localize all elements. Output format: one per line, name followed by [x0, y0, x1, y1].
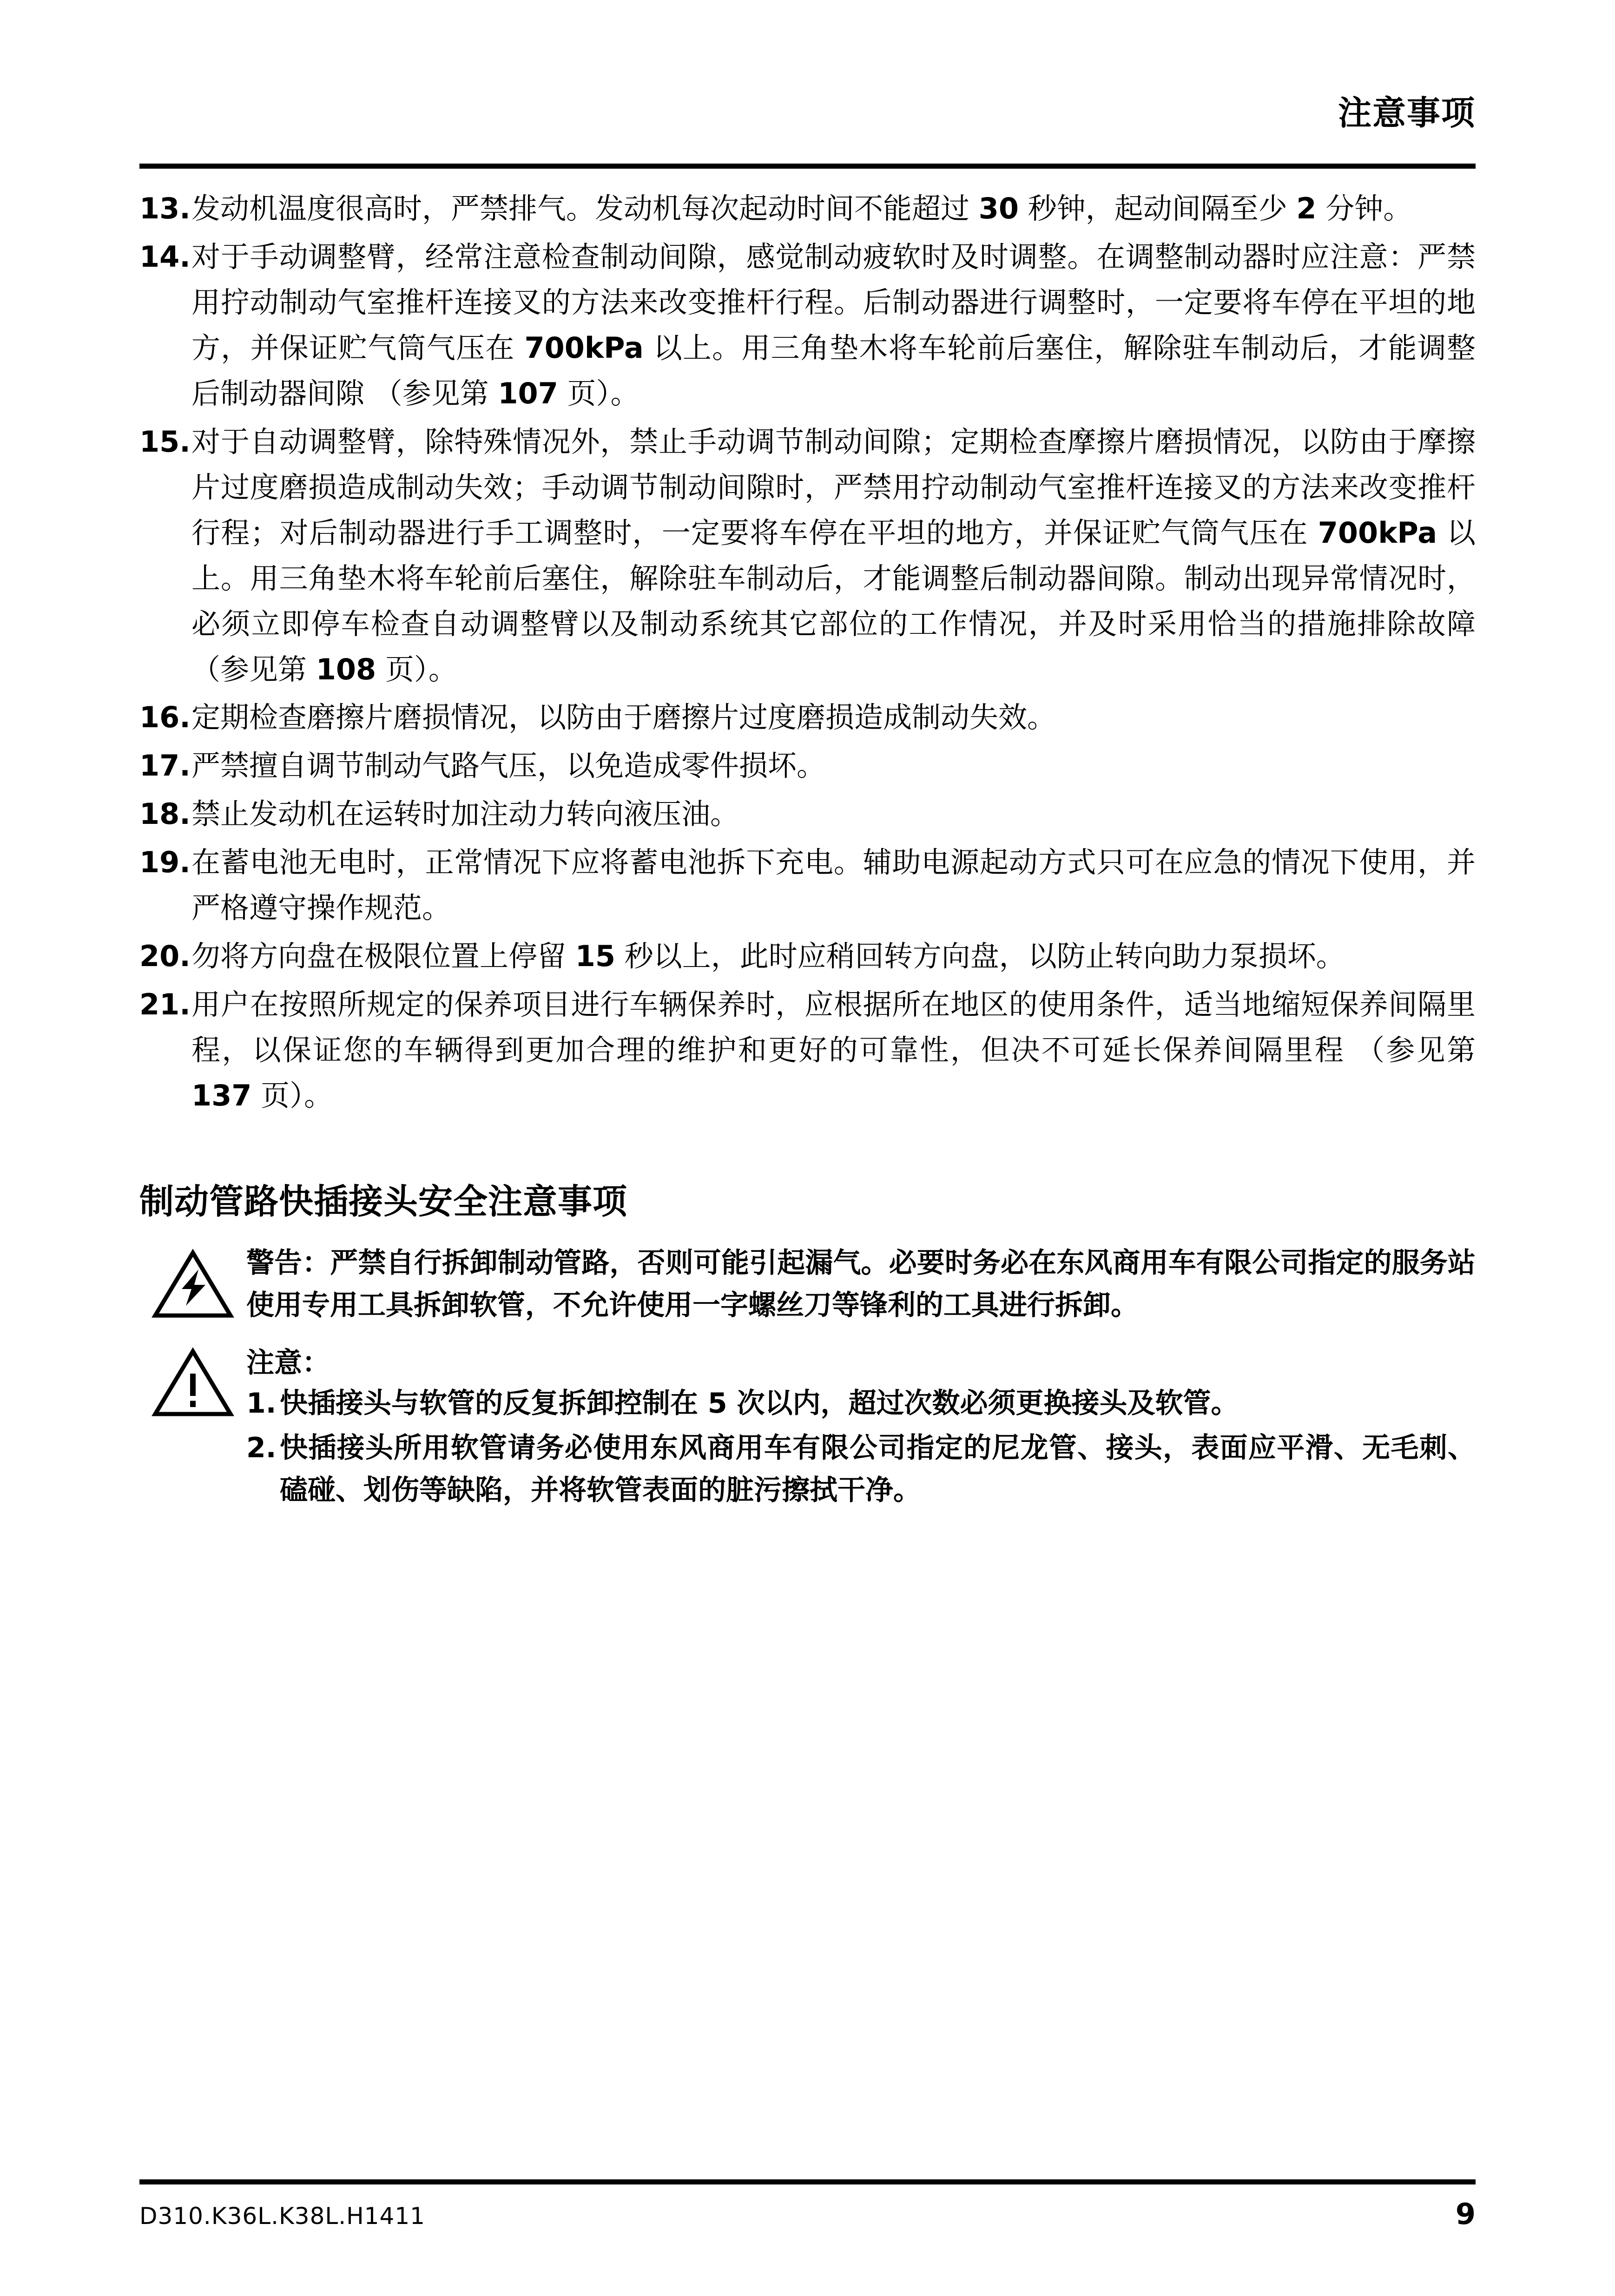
note-number: 16.: [139, 700, 191, 735]
text-run: 对于手动调整臂，经常注意检查制动间隙，感觉制动疲软时及时调整。在调整制动器时应注意：严禁用拧动制动气室推杆连接叉的方法来改变推杆行程。后制动器进行调整时，一定要将车停在平坦的地方，并保证贮气筒气压在: [191, 239, 1476, 365]
page-content: [139, 186, 1476, 1518]
note-number: 14.: [139, 239, 191, 274]
text-run: 700kPa: [1318, 515, 1437, 550]
text-run: 用户在按照所规定的保养项目进行车辆保养时，应根据所在地区的使用条件，适当地缩短保养间隔里程，以保证您的车辆得到更加合理的维护和更好的可靠性，但决不可延长保养间隔里程 （参见第: [191, 987, 1476, 1067]
caution-number: 1.: [246, 1387, 277, 1420]
notes-list: [139, 186, 1476, 1118]
caution-item: [246, 1427, 1476, 1512]
caution-text: [280, 1432, 1476, 1507]
text-run: 定期检查磨擦片磨损情况，以防由于磨擦片过度磨损造成制动失效。: [191, 700, 1056, 735]
caution-title: 注意：: [246, 1347, 330, 1380]
page-number: 9: [1455, 2197, 1476, 2231]
text-run: 秒以上，此时应稍回转方向盘，以防止转向助力泵损坏。: [615, 939, 1345, 974]
text-run: 108: [316, 652, 376, 686]
note-number: 13.: [139, 191, 191, 225]
note-number: 18.: [139, 797, 191, 831]
note-item: [139, 840, 1476, 931]
note-number: 15.: [139, 424, 191, 459]
page-header: [139, 93, 1476, 133]
note-text: [191, 987, 1476, 1112]
note-item: [139, 982, 1476, 1118]
warning-text: 警告：严禁自行拆卸制动管路，否则可能引起漏气。必要时务必在东风商用车有限公司指定的服务站使用专用工具拆卸软管，不允许使用一字螺丝刀等锋利的工具进行拆卸。: [246, 1247, 1476, 1322]
text-run: 对于自动调整臂，除特殊情况外，禁止手动调节制动间隙；定期检查摩擦片磨损情况，以防由于摩擦片过度磨损造成制动失效；手动调节制动间隙时，严禁用拧动制动气室推杆连接叉的方法来改变推杆行程；对后制动器进行手工调整时，一定要将车停在平坦的地方，并保证贮气筒气压在: [191, 424, 1476, 550]
note-text: [191, 425, 1476, 686]
text-run: 137: [191, 1079, 252, 1113]
caution-text: [280, 1387, 1239, 1420]
text-run: 107: [498, 376, 558, 410]
text-run: 2: [1296, 191, 1317, 225]
caution-item: [246, 1382, 1476, 1425]
note-text: [191, 191, 1412, 225]
header-divider: [139, 164, 1476, 169]
text-run: 禁止发动机在运转时加注动力转向液压油。: [191, 797, 739, 831]
note-item: [139, 695, 1476, 740]
note-item: [139, 791, 1476, 837]
note-number: 21.: [139, 987, 191, 1022]
document-code: D310.K36L.K38L.H1411: [139, 2203, 425, 2230]
note-text: [191, 797, 739, 831]
note-item: [139, 419, 1476, 692]
text-run: 15: [575, 939, 615, 974]
note-text: [191, 939, 1345, 973]
header-title: 注意事项: [1338, 93, 1476, 132]
text-run: 勿将方向盘在极限位置上停留: [191, 939, 575, 974]
section-heading: 制动管路快插接头安全注意事项: [139, 1182, 627, 1222]
note-number: 20.: [139, 939, 191, 974]
note-text: [191, 700, 1056, 734]
text-run: 5: [707, 1387, 727, 1420]
note-number: 19.: [139, 845, 191, 880]
text-run: 页）。: [558, 376, 639, 410]
footer-divider: [139, 2179, 1476, 2184]
note-text: [191, 845, 1476, 925]
caution-exclamation-icon: [139, 1341, 246, 1417]
text-run: 次以内，超过次数必须更换接头及软管。: [727, 1387, 1239, 1420]
text-run: 页）。: [251, 1079, 333, 1113]
text-run: 700kPa: [524, 330, 644, 365]
text-run: 快插接头所用软管请务必使用东风商用车有限公司指定的尼龙管、接头，表面应平滑、无毛刺、磕碰、划伤等缺陷，并将软管表面的脏污擦拭干净。: [280, 1431, 1476, 1507]
caution-list: [246, 1382, 1476, 1512]
note-text: [191, 240, 1476, 410]
caution-number: 2.: [246, 1431, 277, 1464]
text-run: 30: [978, 191, 1019, 225]
text-run: 在蓄电池无电时，正常情况下应将蓄电池拆下充电。辅助电源起动方式只可在应急的情况下使用，并严格遵守操作规范。: [191, 845, 1476, 925]
note-item: [139, 743, 1476, 789]
text-run: 严禁擅自调节制动气路气压，以免造成零件损坏。: [191, 749, 826, 783]
text-run: 以上。用三角垫木将车轮前后塞住，解除驻车制动后，才能调整后制动器间隙。制动出现异常情况时，必须立即停车检查自动调整臂以及制动系统其它部位的工作情况，并及时采用恰当的措施排除故障 （参见第: [191, 515, 1476, 686]
text-run: 秒钟，起动间隔至少: [1019, 191, 1297, 225]
text-run: 页）。: [376, 652, 457, 686]
note-number: 17.: [139, 749, 191, 783]
note-item: [139, 234, 1476, 416]
text-run: 发动机温度很高时，严禁排气。发动机每次起动时间不能超过: [191, 191, 979, 225]
text-run: 以上。用三角垫木将车轮前后塞住，解除驻车制动后，才能调整后制动器间隙 （参见第: [191, 330, 1476, 410]
warning-lightning-icon: [139, 1242, 246, 1318]
text-run: 快插接头与软管的反复拆卸控制在: [280, 1387, 708, 1420]
caution-block: [139, 1341, 1476, 1513]
note-item: [139, 934, 1476, 979]
note-item: [139, 186, 1476, 231]
text-run: 分钟。: [1316, 191, 1412, 225]
warning-block: [139, 1242, 1476, 1327]
note-text: [191, 749, 825, 783]
page-footer: [139, 2197, 1476, 2231]
